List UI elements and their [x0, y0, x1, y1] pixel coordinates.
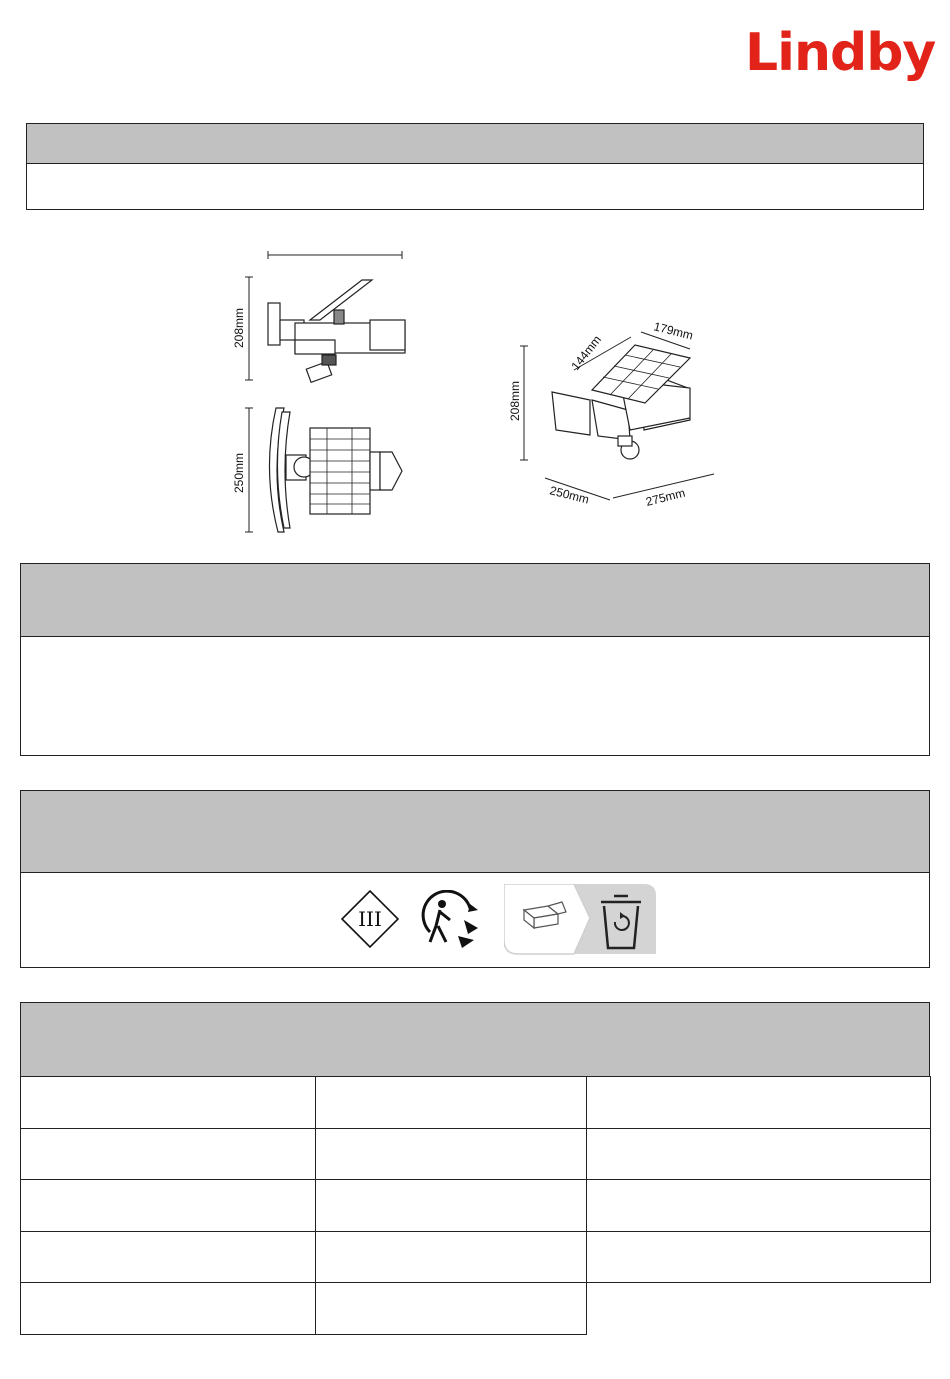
iso-panel-width-label: 179mm	[652, 319, 695, 343]
section-technical-data	[20, 563, 930, 756]
table-row	[21, 1129, 931, 1180]
packaging-recycle-bin-icon	[504, 884, 656, 956]
protection-class-iii-icon	[341, 890, 399, 948]
table-cell	[316, 1283, 587, 1335]
table-cell	[316, 1180, 587, 1232]
top-width-label: 250mm	[232, 452, 246, 493]
top-view-drawing	[269, 408, 402, 532]
iso-panel-depth-label: 144mm	[568, 332, 605, 373]
table-row	[21, 1180, 931, 1232]
table-cell	[316, 1077, 587, 1129]
table-cell	[21, 1077, 316, 1129]
section-product-header	[26, 123, 924, 210]
table-cell	[21, 1129, 316, 1180]
side-height-label: 208mm	[232, 307, 246, 348]
protection-class-label: III	[358, 907, 382, 931]
iso-base-depth-label: 250mm	[548, 483, 591, 507]
tidyman-recycle-icon	[418, 890, 482, 950]
table-cell	[21, 1232, 316, 1283]
table-row	[21, 1283, 931, 1335]
section-header-band	[21, 791, 929, 873]
table-cell	[316, 1129, 587, 1180]
table-cell	[21, 1180, 316, 1232]
iso-base-width-label: 275mm	[644, 485, 687, 509]
section-header-band	[27, 124, 923, 164]
table-row	[21, 1077, 931, 1129]
table-cell	[316, 1232, 587, 1283]
spec-table	[20, 1076, 931, 1335]
brand-logo: Lindby	[745, 23, 936, 83]
section-header-band	[21, 1003, 929, 1077]
table-cell	[21, 1283, 316, 1335]
dimension-drawings	[200, 240, 740, 540]
table-cell	[587, 1232, 931, 1283]
table-row	[21, 1232, 931, 1283]
section-additional-info	[20, 1002, 930, 1077]
table-cell	[587, 1077, 931, 1129]
section-header-band	[21, 564, 929, 637]
side-view-drawing	[268, 280, 405, 382]
iso-height-label: 208mm	[508, 380, 522, 421]
table-cell-empty	[587, 1283, 931, 1335]
table-cell	[587, 1129, 931, 1180]
table-cell	[587, 1180, 931, 1232]
